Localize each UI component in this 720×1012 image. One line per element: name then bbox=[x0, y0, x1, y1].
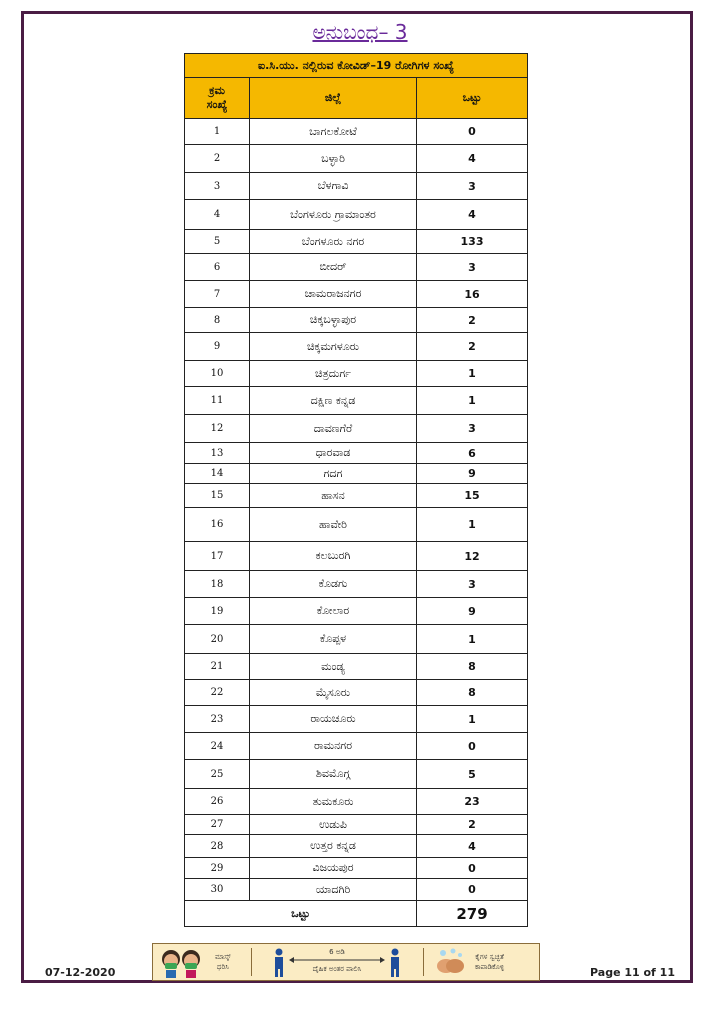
icu-cases-table bbox=[184, 53, 528, 927]
serial-cell: 1 bbox=[185, 119, 250, 145]
serial-cell: 2 bbox=[185, 145, 250, 173]
serial-cell: 8 bbox=[185, 308, 250, 333]
district-cell: ಯಾದಗಿರಿ bbox=[250, 879, 417, 901]
district-cell: ಹಾಸನ bbox=[250, 484, 417, 508]
covid-awareness-banner bbox=[152, 943, 540, 981]
table-row bbox=[185, 733, 528, 760]
district-cell: ಚಿಕ್ಕಮಗಳೂರು bbox=[250, 333, 417, 361]
count-cell: 5 bbox=[417, 760, 528, 789]
district-cell: ಬೆಂಗಳೂರು ಗ್ರಾಮಾಂತರ bbox=[250, 200, 417, 230]
count-cell: 3 bbox=[417, 571, 528, 598]
table-caption: ಐ.ಸಿ.ಯು. ನಲ್ಲಿರುವ ಕೋವಿಡ್–19 ರೋಗಿಗಳ ಸಂಖ್ಯೆ bbox=[185, 54, 528, 78]
district-cell: ಕೋಲಾರ bbox=[250, 598, 417, 625]
district-cell: ಬೆಂಗಳೂರು ನಗರ bbox=[250, 230, 417, 254]
count-cell: 1 bbox=[417, 387, 528, 415]
count-cell: 2 bbox=[417, 815, 528, 835]
header-serial bbox=[185, 78, 250, 119]
header-total: ಒಟ್ಟು bbox=[417, 78, 528, 119]
banner-divider bbox=[251, 948, 252, 976]
table-row bbox=[185, 387, 528, 415]
total-label: ಒಟ್ಟು bbox=[185, 901, 417, 927]
count-cell: 1 bbox=[417, 706, 528, 733]
table-row bbox=[185, 333, 528, 361]
serial-cell: 16 bbox=[185, 508, 250, 542]
table-row bbox=[185, 858, 528, 879]
serial-cell: 7 bbox=[185, 281, 250, 308]
serial-cell: 20 bbox=[185, 625, 250, 654]
table-row bbox=[185, 415, 528, 443]
table-row bbox=[185, 835, 528, 858]
count-cell: 3 bbox=[417, 173, 528, 200]
banner-divider bbox=[423, 948, 424, 976]
count-cell: 2 bbox=[417, 308, 528, 333]
person-icon bbox=[389, 948, 401, 978]
count-cell: 1 bbox=[417, 361, 528, 387]
count-cell: 8 bbox=[417, 654, 528, 680]
serial-cell: 18 bbox=[185, 571, 250, 598]
district-cell: ಮೈಸೂರು bbox=[250, 680, 417, 706]
count-cell: 1 bbox=[417, 508, 528, 542]
table-row bbox=[185, 571, 528, 598]
serial-cell: 5 bbox=[185, 230, 250, 254]
table-row bbox=[185, 680, 528, 706]
count-cell: 6 bbox=[417, 443, 528, 464]
table-caption-row bbox=[185, 54, 528, 78]
hygiene-segment bbox=[431, 944, 535, 980]
table-row bbox=[185, 119, 528, 145]
count-cell: 1 bbox=[417, 625, 528, 654]
table-row bbox=[185, 173, 528, 200]
district-cell: ಉಡುಪಿ bbox=[250, 815, 417, 835]
district-cell: ಧಾರವಾಡ bbox=[250, 443, 417, 464]
count-cell: 0 bbox=[417, 733, 528, 760]
serial-cell: 6 bbox=[185, 254, 250, 281]
serial-cell: 23 bbox=[185, 706, 250, 733]
table-row bbox=[185, 443, 528, 464]
count-cell: 133 bbox=[417, 230, 528, 254]
district-cell: ಬೆಳಗಾವಿ bbox=[250, 173, 417, 200]
table-body bbox=[185, 119, 528, 901]
district-cell: ಕೊಡಗು bbox=[250, 571, 417, 598]
serial-cell: 27 bbox=[185, 815, 250, 835]
count-cell: 12 bbox=[417, 542, 528, 571]
table-row bbox=[185, 625, 528, 654]
district-cell: ಚಿಕ್ಕಬಳ್ಳಾಪುರ bbox=[250, 308, 417, 333]
table-row bbox=[185, 789, 528, 815]
table-row bbox=[185, 598, 528, 625]
table-row bbox=[185, 484, 528, 508]
district-cell: ಶಿವಮೊಗ್ಗ bbox=[250, 760, 417, 789]
district-cell: ರಾಯಚೂರು bbox=[250, 706, 417, 733]
hygiene-text-line1: ಕೈಗಳ ಸ್ವಚ್ಛತೆ bbox=[475, 953, 504, 961]
table-row bbox=[185, 145, 528, 173]
district-cell: ಗದಗ bbox=[250, 464, 417, 484]
serial-cell: 12 bbox=[185, 415, 250, 443]
district-cell: ಚಾಮರಾಜನಗರ bbox=[250, 281, 417, 308]
count-cell: 4 bbox=[417, 200, 528, 230]
count-cell: 8 bbox=[417, 680, 528, 706]
serial-cell: 14 bbox=[185, 464, 250, 484]
mask-text-line2: ಧರಿಸಿ bbox=[216, 963, 229, 971]
footer-date: 07-12-2020 bbox=[45, 966, 116, 979]
mask-segment bbox=[159, 944, 245, 980]
serial-cell: 15 bbox=[185, 484, 250, 508]
count-cell: 4 bbox=[417, 835, 528, 858]
serial-cell: 26 bbox=[185, 789, 250, 815]
count-cell: 4 bbox=[417, 145, 528, 173]
serial-cell: 28 bbox=[185, 835, 250, 858]
district-cell: ಚಿತ್ರದುರ್ಗ bbox=[250, 361, 417, 387]
distance-top-text: 6 ಅಡಿ bbox=[329, 948, 345, 956]
table-row bbox=[185, 654, 528, 680]
person-icon bbox=[273, 948, 285, 978]
district-cell: ರಾಮನಗರ bbox=[250, 733, 417, 760]
count-cell: 23 bbox=[417, 789, 528, 815]
hygiene-text-line2: ಕಾಪಾಡಿಕೊಳ್ಳಿ bbox=[475, 963, 505, 971]
table-row bbox=[185, 879, 528, 901]
count-cell: 3 bbox=[417, 415, 528, 443]
footer-page-number: Page 11 of 11 bbox=[590, 966, 675, 979]
table-row bbox=[185, 464, 528, 484]
count-cell: 9 bbox=[417, 464, 528, 484]
serial-cell: 29 bbox=[185, 858, 250, 879]
serial-cell: 13 bbox=[185, 443, 250, 464]
serial-cell: 10 bbox=[185, 361, 250, 387]
table-row bbox=[185, 308, 528, 333]
serial-cell: 3 bbox=[185, 173, 250, 200]
serial-cell: 25 bbox=[185, 760, 250, 789]
serial-cell: 30 bbox=[185, 879, 250, 901]
count-cell: 15 bbox=[417, 484, 528, 508]
table-row bbox=[185, 706, 528, 733]
serial-cell: 19 bbox=[185, 598, 250, 625]
serial-cell: 21 bbox=[185, 654, 250, 680]
table-row bbox=[185, 508, 528, 542]
serial-cell: 9 bbox=[185, 333, 250, 361]
count-cell: 16 bbox=[417, 281, 528, 308]
table-row bbox=[185, 281, 528, 308]
distance-segment bbox=[259, 944, 415, 980]
serial-cell: 22 bbox=[185, 680, 250, 706]
district-cell: ಉತ್ತರ ಕನ್ನಡ bbox=[250, 835, 417, 858]
header-district: ಜಿಲ್ಲೆ bbox=[250, 78, 417, 119]
district-cell: ತುಮಕೂರು bbox=[250, 789, 417, 815]
count-cell: 9 bbox=[417, 598, 528, 625]
district-cell: ದಾವಣಗೆರೆ bbox=[250, 415, 417, 443]
district-cell: ಕೊಪ್ಪಳ bbox=[250, 625, 417, 654]
count-cell: 2 bbox=[417, 333, 528, 361]
total-row bbox=[185, 901, 528, 927]
header-serial-line1: ಕ್ರಮ bbox=[209, 84, 225, 97]
count-cell: 0 bbox=[417, 879, 528, 901]
district-cell: ಬಳ್ಳಾರಿ bbox=[250, 145, 417, 173]
district-cell: ವಿಜಯಪುರ bbox=[250, 858, 417, 879]
district-cell: ಕಲಬುರಗಿ bbox=[250, 542, 417, 571]
district-cell: ಬಾಗಲಕೋಟೆ bbox=[250, 119, 417, 145]
table-row bbox=[185, 254, 528, 281]
double-arrow-icon bbox=[289, 957, 385, 963]
count-cell: 0 bbox=[417, 119, 528, 145]
district-cell: ಮಂಡ್ಯ bbox=[250, 654, 417, 680]
table-row bbox=[185, 815, 528, 835]
distance-bottom-text: ದೈಹಿಕ ಅಂತರ ಪಾಲಿಸಿ bbox=[312, 965, 362, 973]
table-row bbox=[185, 230, 528, 254]
district-cell: ದಕ್ಷಿಣ ಕನ್ನಡ bbox=[250, 387, 417, 415]
mask-text-line1: ಮಾಸ್ಕ್ bbox=[215, 953, 231, 961]
table-row bbox=[185, 760, 528, 789]
serial-cell: 24 bbox=[185, 733, 250, 760]
district-cell: ಹಾವೇರಿ bbox=[250, 508, 417, 542]
table-row bbox=[185, 361, 528, 387]
table-row bbox=[185, 200, 528, 230]
masked-face-icon bbox=[159, 945, 203, 979]
total-value: 279 bbox=[417, 901, 528, 927]
table-header-row bbox=[185, 78, 528, 119]
serial-cell: 17 bbox=[185, 542, 250, 571]
serial-cell: 11 bbox=[185, 387, 250, 415]
annex-title: ಅನುಬಂಧ– 3 bbox=[312, 20, 408, 44]
count-cell: 0 bbox=[417, 858, 528, 879]
count-cell: 3 bbox=[417, 254, 528, 281]
district-cell: ಬೀದರ್ bbox=[250, 254, 417, 281]
serial-cell: 4 bbox=[185, 200, 250, 230]
hands-wash-icon bbox=[433, 946, 469, 978]
header-serial-line2: ಸಂಖ್ಯೆ bbox=[206, 98, 228, 111]
table-row bbox=[185, 542, 528, 571]
